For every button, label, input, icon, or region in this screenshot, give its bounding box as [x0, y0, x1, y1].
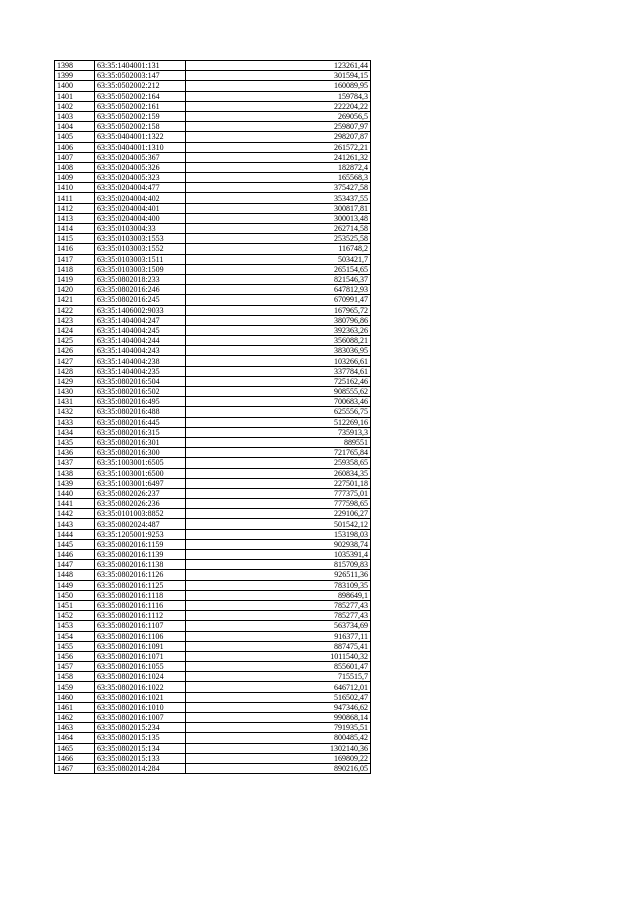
table-row [55, 723, 371, 733]
value-cell: 160089,95 [186, 81, 371, 91]
value-cell: 990868,14 [186, 713, 371, 723]
table-row [55, 611, 371, 621]
cadastral-number-cell: 63:35:0802016:1007 [95, 713, 186, 723]
table-row [55, 550, 371, 560]
row-number-cell: 1463 [55, 723, 95, 733]
value-cell: 785277,43 [186, 600, 371, 610]
value-cell: 241261,32 [186, 152, 371, 162]
cadastral-number-cell: 63:35:0204005:323 [95, 173, 186, 183]
table-row [55, 356, 371, 366]
value-cell: 947346,62 [186, 702, 371, 712]
row-number-cell: 1436 [55, 448, 95, 458]
row-number-cell: 1445 [55, 539, 95, 549]
value-cell: 169809,22 [186, 753, 371, 763]
table-row [55, 71, 371, 81]
value-cell: 1302140,36 [186, 743, 371, 753]
value-cell: 926511,36 [186, 570, 371, 580]
cadastral-number-cell: 63:35:0802016:1107 [95, 621, 186, 631]
table-row [55, 376, 371, 386]
table-row [55, 274, 371, 284]
cadastral-number-cell: 63:35:1406002:9033 [95, 305, 186, 315]
value-cell: 785277,43 [186, 611, 371, 621]
cadastral-number-cell: 63:35:0103003:1553 [95, 234, 186, 244]
table-row [55, 539, 371, 549]
cadastral-number-cell: 63:35:0802015:133 [95, 753, 186, 763]
value-cell: 103266,61 [186, 356, 371, 366]
cadastral-number-cell: 63:35:1003001:6500 [95, 468, 186, 478]
cadastral-number-cell: 63:35:0802016:300 [95, 448, 186, 458]
row-number-cell: 1457 [55, 662, 95, 672]
value-cell: 783109,35 [186, 580, 371, 590]
table-body [55, 61, 371, 774]
table-row [55, 264, 371, 274]
cadastral-number-cell: 63:35:0404001:1322 [95, 132, 186, 142]
table-row [55, 662, 371, 672]
value-cell: 646712,01 [186, 682, 371, 692]
row-number-cell: 1454 [55, 631, 95, 641]
row-number-cell: 1420 [55, 285, 95, 295]
cadastral-number-cell: 63:35:0802016:1139 [95, 550, 186, 560]
table-row [55, 529, 371, 539]
cadastral-number-cell: 63:35:0802016:1159 [95, 539, 186, 549]
row-number-cell: 1435 [55, 437, 95, 447]
row-number-cell: 1405 [55, 132, 95, 142]
cadastral-number-cell: 63:35:0802016:1112 [95, 611, 186, 621]
cadastral-number-cell: 63:35:0802016:1091 [95, 641, 186, 651]
cadastral-number-cell: 63:35:0802016:502 [95, 387, 186, 397]
row-number-cell: 1416 [55, 244, 95, 254]
row-number-cell: 1406 [55, 142, 95, 152]
cadastral-number-cell: 63:35:0204004:477 [95, 183, 186, 193]
table-row [55, 213, 371, 223]
cadastral-number-cell: 63:35:0802016:495 [95, 397, 186, 407]
row-number-cell: 1419 [55, 274, 95, 284]
cadastral-number-cell: 63:35:0802016:504 [95, 376, 186, 386]
row-number-cell: 1431 [55, 397, 95, 407]
row-number-cell: 1426 [55, 346, 95, 356]
cadastral-number-cell: 63:35:0802015:135 [95, 733, 186, 743]
value-cell: 916377,11 [186, 631, 371, 641]
value-cell: 261572,21 [186, 142, 371, 152]
cadastral-number-cell: 63:35:1404004:244 [95, 336, 186, 346]
row-number-cell: 1444 [55, 529, 95, 539]
table-row [55, 682, 371, 692]
row-number-cell: 1451 [55, 600, 95, 610]
cadastral-number-cell: 63:35:1404004:245 [95, 325, 186, 335]
cadastral-number-cell: 63:35:0204004:401 [95, 203, 186, 213]
table-row [55, 560, 371, 570]
value-cell: 262714,58 [186, 224, 371, 234]
row-number-cell: 1421 [55, 295, 95, 305]
table-row [55, 193, 371, 203]
value-cell: 516502,47 [186, 692, 371, 702]
row-number-cell: 1411 [55, 193, 95, 203]
table-row [55, 651, 371, 661]
value-cell: 301594,15 [186, 71, 371, 81]
value-cell: 260834,35 [186, 468, 371, 478]
row-number-cell: 1467 [55, 763, 95, 773]
value-cell: 902938,74 [186, 539, 371, 549]
value-cell: 298207,87 [186, 132, 371, 142]
cadastral-number-cell: 63:35:0103004:33 [95, 224, 186, 234]
table-row [55, 448, 371, 458]
table-row [55, 336, 371, 346]
row-number-cell: 1441 [55, 499, 95, 509]
cadastral-number-cell: 63:35:0802016:1071 [95, 651, 186, 661]
table-row [55, 509, 371, 519]
row-number-cell: 1399 [55, 71, 95, 81]
row-number-cell: 1401 [55, 91, 95, 101]
value-cell: 182872,4 [186, 162, 371, 172]
cadastral-number-cell: 63:35:0802016:1010 [95, 702, 186, 712]
row-number-cell: 1404 [55, 122, 95, 132]
value-cell: 563734,69 [186, 621, 371, 631]
value-cell: 380796,86 [186, 315, 371, 325]
table-row [55, 325, 371, 335]
table-row [55, 427, 371, 437]
value-cell: 815709,83 [186, 560, 371, 570]
table-row [55, 295, 371, 305]
data-table [54, 60, 371, 774]
row-number-cell: 1432 [55, 407, 95, 417]
value-cell: 887475,41 [186, 641, 371, 651]
row-number-cell: 1455 [55, 641, 95, 651]
table-row [55, 91, 371, 101]
row-number-cell: 1415 [55, 234, 95, 244]
table-row [55, 570, 371, 580]
cadastral-number-cell: 63:35:0802016:1022 [95, 682, 186, 692]
cadastral-number-cell: 63:35:1003001:6497 [95, 478, 186, 488]
table-row [55, 590, 371, 600]
value-cell: 625556,75 [186, 407, 371, 417]
table-row [55, 763, 371, 773]
row-number-cell: 1418 [55, 264, 95, 274]
value-cell: 855601,47 [186, 662, 371, 672]
table-row [55, 458, 371, 468]
row-number-cell: 1465 [55, 743, 95, 753]
cadastral-number-cell: 63:35:1205001:9253 [95, 529, 186, 539]
table-row [55, 366, 371, 376]
value-cell: 670991,47 [186, 295, 371, 305]
table-row [55, 631, 371, 641]
value-cell: 647812,93 [186, 285, 371, 295]
value-cell: 116748,2 [186, 244, 371, 254]
cadastral-number-cell: 63:35:1404004:235 [95, 366, 186, 376]
value-cell: 777375,01 [186, 488, 371, 498]
value-cell: 1011540,32 [186, 651, 371, 661]
cadastral-number-cell: 63:35:0204004:400 [95, 213, 186, 223]
row-number-cell: 1447 [55, 560, 95, 570]
cadastral-number-cell: 63:35:0204005:367 [95, 152, 186, 162]
row-number-cell: 1456 [55, 651, 95, 661]
table-row [55, 203, 371, 213]
row-number-cell: 1413 [55, 213, 95, 223]
row-number-cell: 1462 [55, 713, 95, 723]
table-row [55, 224, 371, 234]
table-row [55, 173, 371, 183]
cadastral-number-cell: 63:35:0802016:445 [95, 417, 186, 427]
cadastral-number-cell: 63:35:0502002:158 [95, 122, 186, 132]
table-row [55, 600, 371, 610]
value-cell: 791935,51 [186, 723, 371, 733]
cadastral-number-cell: 63:35:0101003:8852 [95, 509, 186, 519]
table-row [55, 417, 371, 427]
table-row [55, 132, 371, 142]
cadastral-number-cell: 63:35:0802016:1106 [95, 631, 186, 641]
row-number-cell: 1414 [55, 224, 95, 234]
row-number-cell: 1440 [55, 488, 95, 498]
cadastral-number-cell: 63:35:0802016:1021 [95, 692, 186, 702]
table-row [55, 713, 371, 723]
row-number-cell: 1400 [55, 81, 95, 91]
table-row [55, 162, 371, 172]
table-row [55, 397, 371, 407]
value-cell: 890216,05 [186, 763, 371, 773]
row-number-cell: 1409 [55, 173, 95, 183]
cadastral-number-cell: 63:35:0802024:487 [95, 519, 186, 529]
cadastral-number-cell: 63:35:0103003:1511 [95, 254, 186, 264]
cadastral-number-cell: 63:35:0502002:161 [95, 101, 186, 111]
value-cell: 721765,84 [186, 448, 371, 458]
cadastral-number-cell: 63:35:0204004:402 [95, 193, 186, 203]
table-row [55, 142, 371, 152]
value-cell: 383036,95 [186, 346, 371, 356]
row-number-cell: 1422 [55, 305, 95, 315]
value-cell: 700683,46 [186, 397, 371, 407]
value-cell: 356088,21 [186, 336, 371, 346]
row-number-cell: 1402 [55, 101, 95, 111]
table-row [55, 315, 371, 325]
cadastral-number-cell: 63:35:0502002:212 [95, 81, 186, 91]
table-row [55, 254, 371, 264]
row-number-cell: 1450 [55, 590, 95, 600]
row-number-cell: 1424 [55, 325, 95, 335]
row-number-cell: 1443 [55, 519, 95, 529]
table-row [55, 733, 371, 743]
value-cell: 159784,3 [186, 91, 371, 101]
value-cell: 269056,5 [186, 111, 371, 121]
cadastral-number-cell: 63:35:0802016:1055 [95, 662, 186, 672]
value-cell: 889551 [186, 437, 371, 447]
value-cell: 259807,97 [186, 122, 371, 132]
table-row [55, 488, 371, 498]
row-number-cell: 1428 [55, 366, 95, 376]
value-cell: 725162,46 [186, 376, 371, 386]
table-row [55, 234, 371, 244]
value-cell: 123261,44 [186, 61, 371, 71]
value-cell: 300013,48 [186, 213, 371, 223]
value-cell: 227501,18 [186, 478, 371, 488]
cadastral-number-cell: 63:35:0204005:326 [95, 162, 186, 172]
cadastral-number-cell: 63:35:0802016:1138 [95, 560, 186, 570]
value-cell: 800485,42 [186, 733, 371, 743]
table-row [55, 183, 371, 193]
row-number-cell: 1442 [55, 509, 95, 519]
cadastral-number-cell: 63:35:0802016:301 [95, 437, 186, 447]
cadastral-number-cell: 63:35:1003001:6505 [95, 458, 186, 468]
table-row [55, 61, 371, 71]
cadastral-number-cell: 63:35:0802015:234 [95, 723, 186, 733]
row-number-cell: 1459 [55, 682, 95, 692]
value-cell: 167965,72 [186, 305, 371, 315]
table-row [55, 641, 371, 651]
value-cell: 222204,22 [186, 101, 371, 111]
row-number-cell: 1438 [55, 468, 95, 478]
cadastral-number-cell: 63:35:0802016:1024 [95, 672, 186, 682]
row-number-cell: 1449 [55, 580, 95, 590]
row-number-cell: 1425 [55, 336, 95, 346]
cadastral-number-cell: 63:35:0502003:147 [95, 71, 186, 81]
table-row [55, 81, 371, 91]
value-cell: 512269,16 [186, 417, 371, 427]
cadastral-number-cell: 63:35:0802026:237 [95, 488, 186, 498]
cadastral-number-cell: 63:35:1404004:247 [95, 315, 186, 325]
value-cell: 229106,27 [186, 509, 371, 519]
value-cell: 777598,65 [186, 499, 371, 509]
value-cell: 392363,26 [186, 325, 371, 335]
cadastral-number-cell: 63:35:0802015:134 [95, 743, 186, 753]
cadastral-number-cell: 63:35:0802016:246 [95, 285, 186, 295]
table-row [55, 753, 371, 763]
cadastral-number-cell: 63:35:0502002:159 [95, 111, 186, 121]
row-number-cell: 1464 [55, 733, 95, 743]
table-row [55, 702, 371, 712]
table-row [55, 621, 371, 631]
table-row [55, 519, 371, 529]
row-number-cell: 1452 [55, 611, 95, 621]
value-cell: 165568,3 [186, 173, 371, 183]
cadastral-number-cell: 63:35:0802016:1125 [95, 580, 186, 590]
value-cell: 715515,7 [186, 672, 371, 682]
row-number-cell: 1453 [55, 621, 95, 631]
row-number-cell: 1427 [55, 356, 95, 366]
row-number-cell: 1407 [55, 152, 95, 162]
value-cell: 353437,55 [186, 193, 371, 203]
value-cell: 300817,81 [186, 203, 371, 213]
row-number-cell: 1417 [55, 254, 95, 264]
row-number-cell: 1439 [55, 478, 95, 488]
row-number-cell: 1466 [55, 753, 95, 763]
cadastral-number-cell: 63:35:0404001:1310 [95, 142, 186, 152]
value-cell: 735913,3 [186, 427, 371, 437]
value-cell: 153198,03 [186, 529, 371, 539]
table-row [55, 407, 371, 417]
value-cell: 259358,65 [186, 458, 371, 468]
cadastral-number-cell: 63:35:1404001:131 [95, 61, 186, 71]
value-cell: 908555,62 [186, 387, 371, 397]
value-cell: 253525,58 [186, 234, 371, 244]
cadastral-number-cell: 63:35:0802016:315 [95, 427, 186, 437]
row-number-cell: 1434 [55, 427, 95, 437]
row-number-cell: 1423 [55, 315, 95, 325]
cadastral-number-cell: 63:35:1404004:243 [95, 346, 186, 356]
row-number-cell: 1408 [55, 162, 95, 172]
value-cell: 265154,65 [186, 264, 371, 274]
row-number-cell: 1433 [55, 417, 95, 427]
value-cell: 898649,1 [186, 590, 371, 600]
row-number-cell: 1430 [55, 387, 95, 397]
value-cell: 375427,58 [186, 183, 371, 193]
value-cell: 1035391,4 [186, 550, 371, 560]
row-number-cell: 1429 [55, 376, 95, 386]
row-number-cell: 1460 [55, 692, 95, 702]
value-cell: 821546,37 [186, 274, 371, 284]
row-number-cell: 1437 [55, 458, 95, 468]
row-number-cell: 1412 [55, 203, 95, 213]
row-number-cell: 1448 [55, 570, 95, 580]
value-cell: 503421,7 [186, 254, 371, 264]
table-row [55, 437, 371, 447]
table-row [55, 672, 371, 682]
table-row [55, 692, 371, 702]
cadastral-number-cell: 63:35:0802018:233 [95, 274, 186, 284]
table-row [55, 387, 371, 397]
cadastral-number-cell: 63:35:0502002:164 [95, 91, 186, 101]
cadastral-number-cell: 63:35:0802016:1126 [95, 570, 186, 580]
cadastral-number-cell: 63:35:0103003:1552 [95, 244, 186, 254]
table-row [55, 101, 371, 111]
table-row [55, 111, 371, 121]
cadastral-number-cell: 63:35:0103003:1509 [95, 264, 186, 274]
cadastral-number-cell: 63:35:0802026:236 [95, 499, 186, 509]
table-row [55, 468, 371, 478]
table-row [55, 305, 371, 315]
cadastral-number-cell: 63:35:0802016:488 [95, 407, 186, 417]
table-row [55, 244, 371, 254]
table-row [55, 478, 371, 488]
row-number-cell: 1403 [55, 111, 95, 121]
value-cell: 337784,61 [186, 366, 371, 376]
value-cell: 501542,12 [186, 519, 371, 529]
table-row [55, 152, 371, 162]
cadastral-number-cell: 63:35:0802016:245 [95, 295, 186, 305]
cadastral-number-cell: 63:35:0802016:1118 [95, 590, 186, 600]
table-row [55, 580, 371, 590]
table-row [55, 285, 371, 295]
row-number-cell: 1410 [55, 183, 95, 193]
row-number-cell: 1398 [55, 61, 95, 71]
cadastral-number-cell: 63:35:0802016:1116 [95, 600, 186, 610]
row-number-cell: 1461 [55, 702, 95, 712]
table-row [55, 346, 371, 356]
table-row [55, 122, 371, 132]
row-number-cell: 1446 [55, 550, 95, 560]
table-row [55, 499, 371, 509]
table-row [55, 743, 371, 753]
cadastral-number-cell: 63:35:0802014:284 [95, 763, 186, 773]
cadastral-number-cell: 63:35:1404004:238 [95, 356, 186, 366]
row-number-cell: 1458 [55, 672, 95, 682]
